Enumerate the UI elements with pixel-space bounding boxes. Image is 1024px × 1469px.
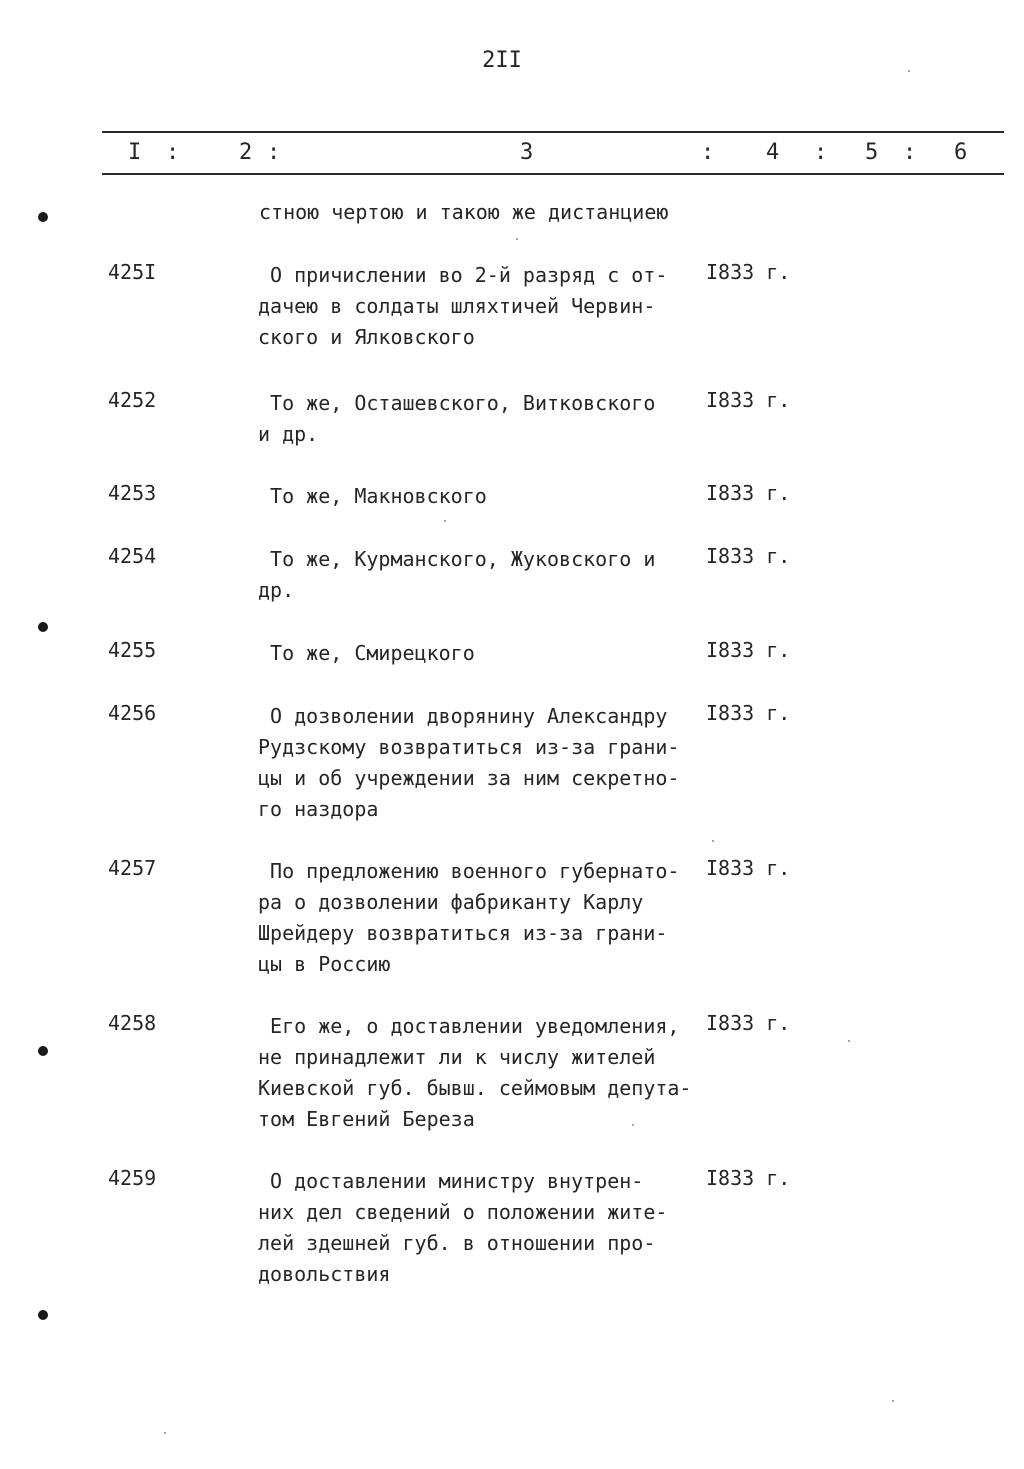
column-header-2: 2 (239, 140, 253, 165)
entry-description: То же, Курманского, Жуковского и др. (258, 547, 656, 602)
entry-number: 4255 (108, 638, 157, 662)
scan-speck (444, 520, 446, 522)
entry-year: I833 г. (706, 481, 791, 505)
header-rule-top (102, 131, 1004, 133)
column-header-3: 3 (520, 140, 534, 165)
column-header-1: I (128, 140, 142, 165)
column-header-4: 4 (766, 140, 780, 165)
scan-speck (712, 840, 714, 842)
entry-year: I833 г. (706, 388, 791, 412)
entry-description: Его же, о доставлении уведомления, не принадлежит ли к числу жителей Киевской губ. бывш. сеймовым депута- том Евгений Береза (258, 1014, 692, 1131)
binding-hole (38, 622, 48, 632)
entry-number: 425I (108, 260, 157, 284)
entry-number: 4257 (108, 856, 157, 880)
entry-year: I833 г. (706, 544, 791, 568)
scan-speck (848, 1040, 850, 1042)
scan-speck (632, 1124, 634, 1126)
entry-year: I833 г. (706, 1011, 791, 1035)
column-separator: : (166, 140, 180, 165)
entry-year: I833 г. (706, 701, 791, 725)
column-separator: : (814, 140, 828, 165)
entry-year: I833 г. (706, 856, 791, 880)
binding-hole (38, 1046, 48, 1056)
entry-number: 4253 (108, 481, 157, 505)
entry-number: 4258 (108, 1011, 157, 1035)
entry-description: То же, Макновского (258, 484, 487, 508)
column-separator: : (701, 140, 715, 165)
entry-number: 4252 (108, 388, 157, 412)
entry-number: 4259 (108, 1166, 157, 1190)
binding-hole (38, 1310, 48, 1320)
entry-number: 4254 (108, 544, 157, 568)
entry-description: По предложению военного губернато- ра о дозволении фабриканту Карлу Шрейдеру возвратиться из-за грани- цы в Россию (258, 859, 680, 976)
column-header-5: 5 (865, 140, 879, 165)
entry-description: О причислении во 2-й разряд с от- дачею в солдаты шляхтичей Червин- ского и Ялковского (258, 263, 668, 349)
column-separator: : (903, 140, 917, 165)
entry-number: 4256 (108, 701, 157, 725)
entry-description: О доставлении министру внутрен- них дел сведений о положении жите- лей здешней губ. в отношении про- довольствия (258, 1169, 668, 1286)
entry-year: I833 г. (706, 638, 791, 662)
binding-hole (38, 212, 48, 222)
scan-speck (164, 1432, 166, 1434)
header-rule-bottom (102, 173, 1004, 175)
entry-year: I833 г. (706, 260, 791, 284)
entry-description: То же, Смирецкого (258, 641, 475, 665)
scan-speck (892, 1400, 894, 1402)
page-number: 2II (482, 48, 522, 73)
scan-speck (516, 238, 518, 240)
continuation-text: стною чертою и такою же дистанциею (259, 200, 669, 224)
entry-description: То же, Осташевского, Витковского и др. (258, 391, 656, 446)
scan-speck (908, 70, 910, 72)
column-separator: : (267, 140, 281, 165)
entry-description: О дозволении дворянину Александру Рудзскому возвратиться из-за грани- цы и об учреждении за ним секретно- го наздора (258, 704, 680, 821)
column-header-6: 6 (954, 140, 968, 165)
entry-year: I833 г. (706, 1166, 791, 1190)
